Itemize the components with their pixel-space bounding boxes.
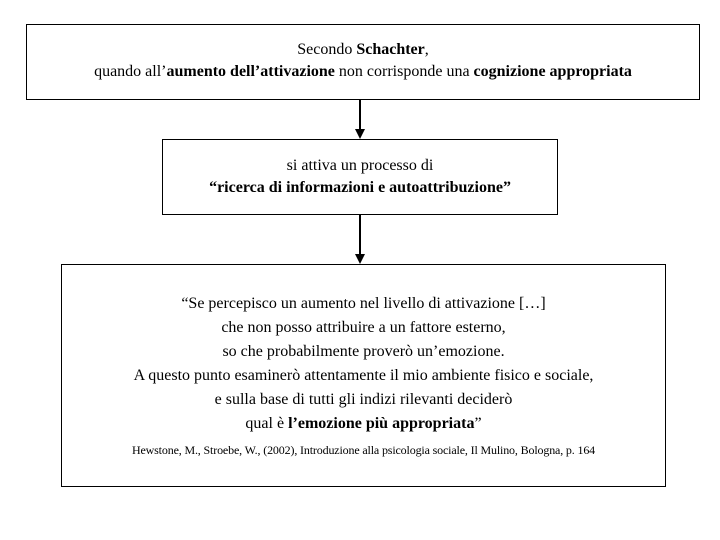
premise-author: Schachter [356, 41, 425, 58]
premise-text: quando all’ [94, 63, 167, 80]
premise-text: Secondo [297, 41, 357, 58]
quote-line-2: che non posso attribuire a un fattore esterno, [221, 319, 506, 336]
arrow-down-connector [354, 100, 366, 139]
process-line-1: si attiva un processo di [286, 157, 434, 174]
schachter-premise-box [26, 24, 700, 100]
premise-line-1 [27, 39, 699, 61]
premise-line-2 [27, 61, 699, 83]
premise-bold-cognition: cognizione appropriata [473, 63, 632, 80]
quote-close-mark: ” [474, 415, 482, 432]
premise-text: non corrisponde una [334, 63, 474, 80]
quote-text: qual è [245, 415, 289, 432]
quote-line-1: “Se percepisco un aumento nel livello di attivazione […] [181, 295, 546, 312]
premise-punct: , [424, 41, 429, 58]
quote-line-6 [62, 412, 665, 436]
citation: Hewstone, M., Stroebe, W., (2002), Introduzione alla psicologia sociale, Il Mulino, Bologna, p. 164 [131, 443, 596, 457]
premise-bold-arousal: aumento dell’attivazione [166, 63, 335, 80]
quote-bold-emotion: l’emozione più appropriata [288, 415, 475, 432]
process-line-2: “ricerca di informazioni e autoattribuzione” [209, 179, 511, 196]
arrow-down-connector [354, 215, 366, 264]
process-box [162, 139, 558, 215]
quote-box [61, 264, 666, 487]
quote-line-3: so che probabilmente proverò un’emozione. [222, 343, 505, 360]
quote-line-5: e sulla base di tutti gli indizi rilevanti deciderò [214, 391, 513, 408]
quote-line-4: A questo punto esaminerò attentamente il mio ambiente fisico e sociale, [133, 367, 594, 384]
